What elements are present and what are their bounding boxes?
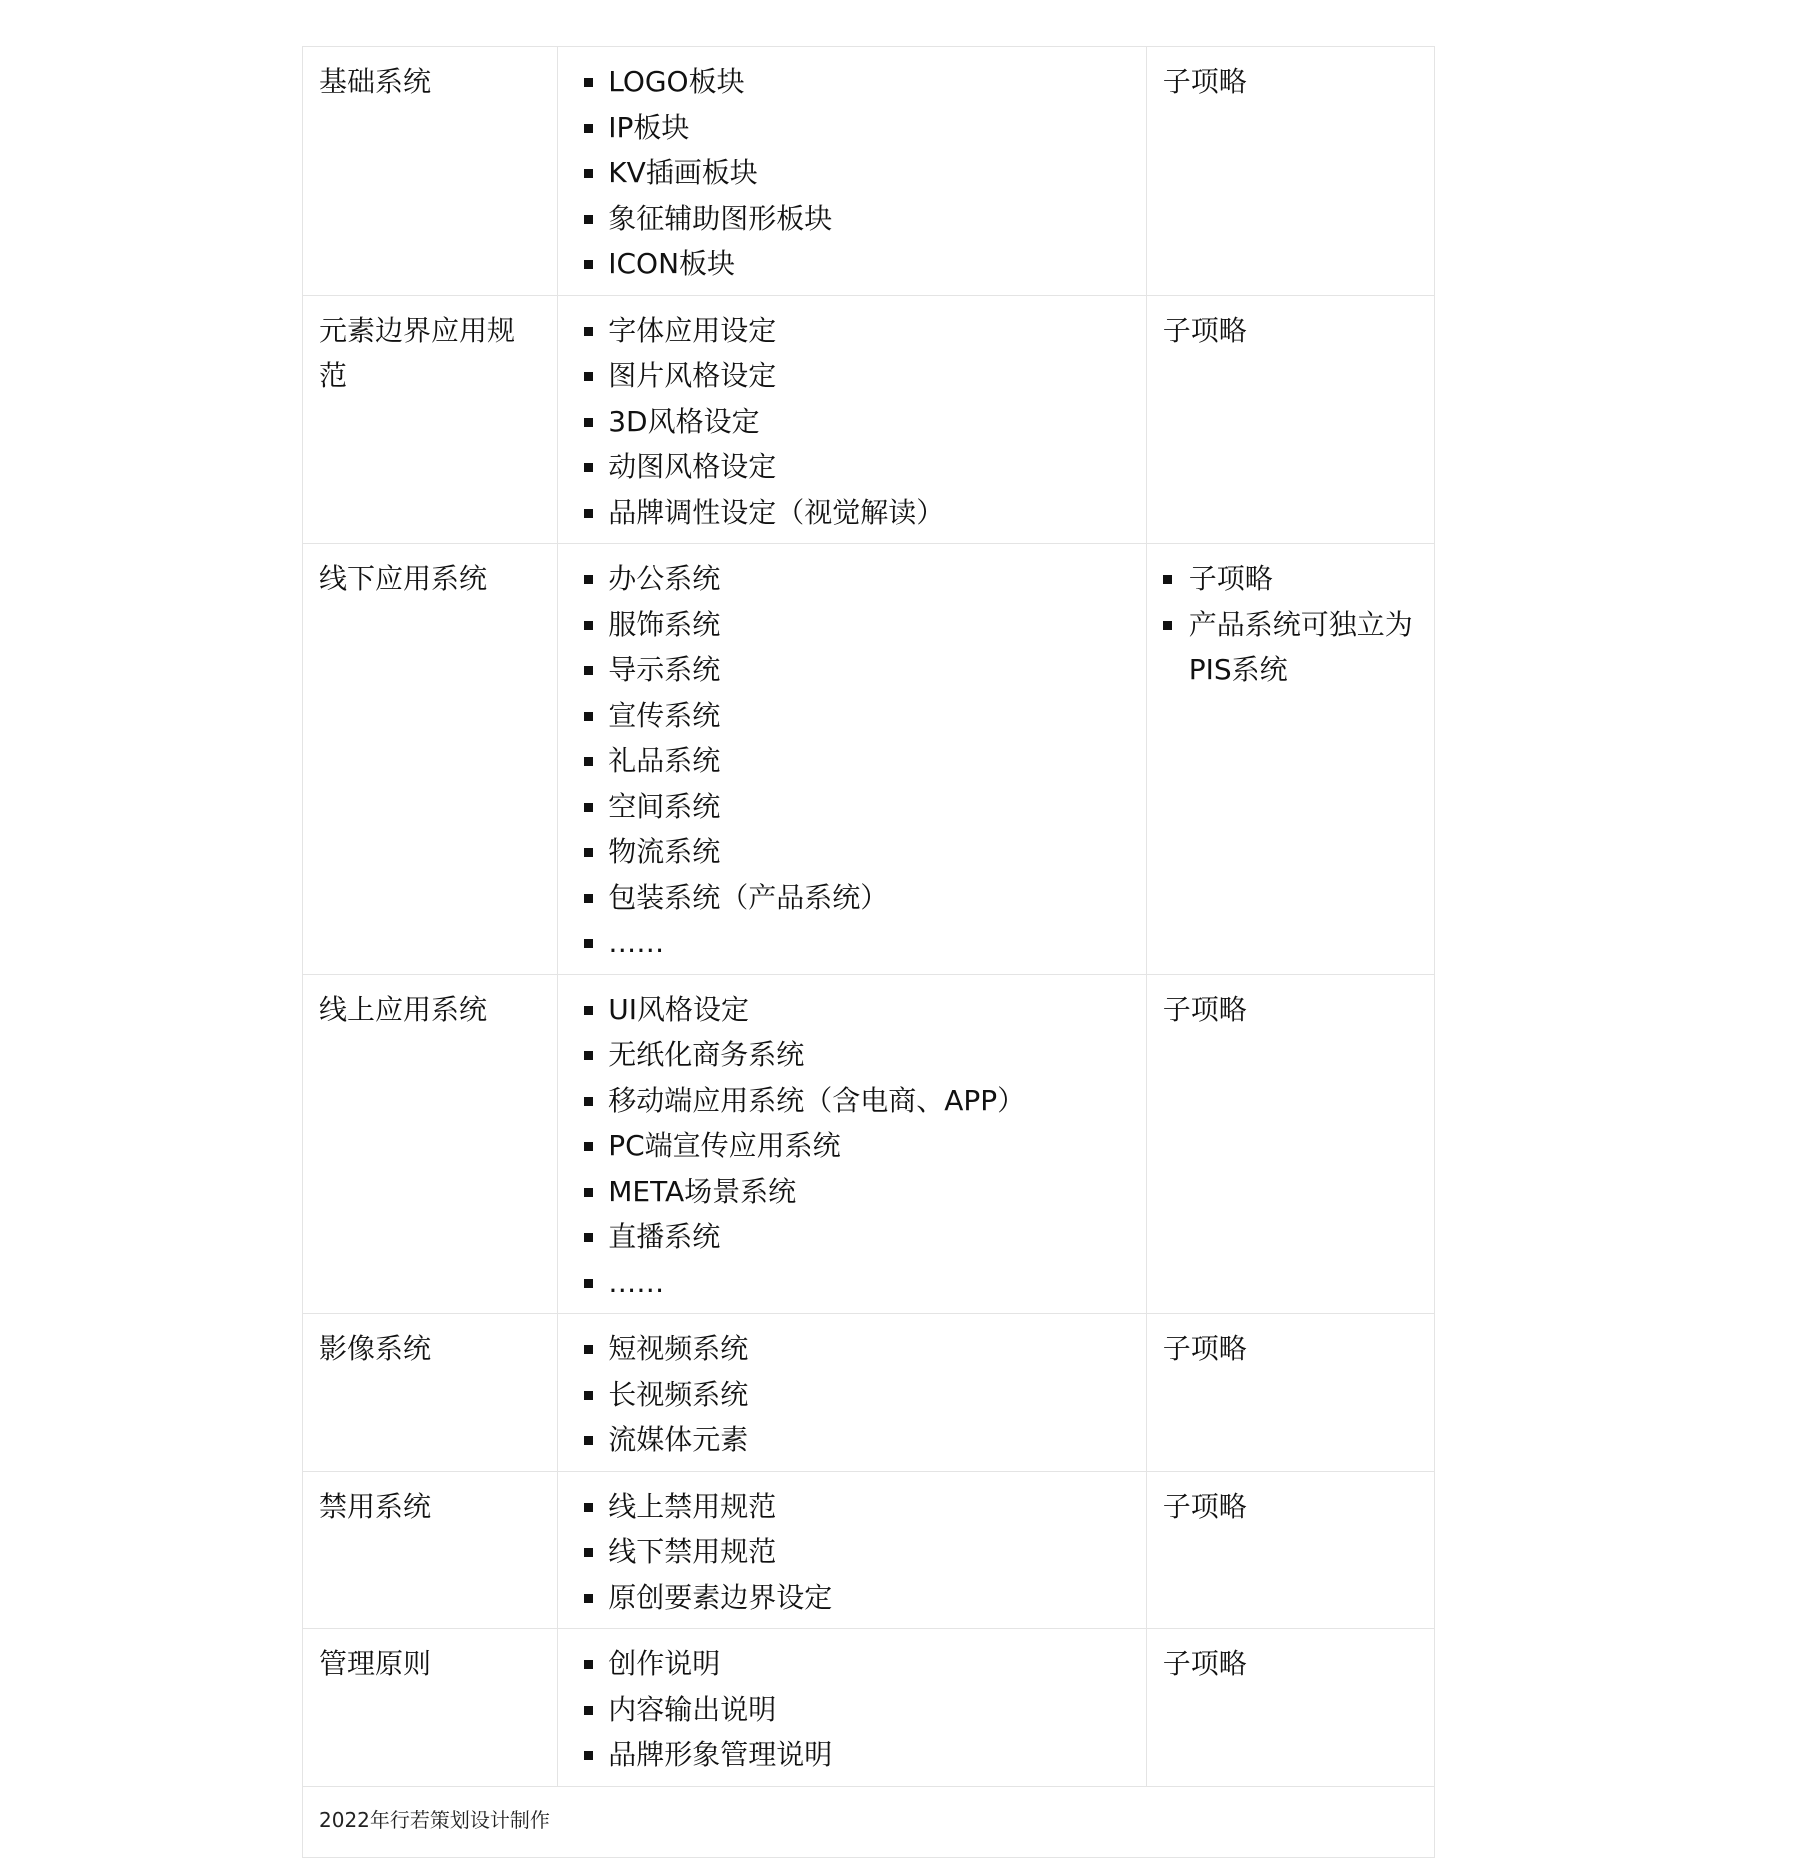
list-item: ICON板块 xyxy=(584,241,1130,287)
square-bullet-icon xyxy=(584,124,593,133)
list-item: 移动端应用系统（含电商、APP） xyxy=(584,1078,1130,1124)
square-bullet-icon xyxy=(584,509,593,518)
note-cell: 子项略 xyxy=(1146,1471,1434,1629)
note-cell: 子项略 xyxy=(1146,1314,1434,1472)
table-row xyxy=(303,544,1435,975)
list-item: 产品系统可独立为PIS系统 xyxy=(1163,602,1418,693)
category-cell: 线上应用系统 xyxy=(303,974,558,1314)
list-item: 线下禁用规范 xyxy=(584,1529,1130,1575)
square-bullet-icon xyxy=(584,1233,593,1242)
list-item: …… xyxy=(584,1260,1130,1306)
list-item: 原创要素边界设定 xyxy=(584,1575,1130,1621)
list-item: 短视频系统 xyxy=(584,1326,1130,1372)
list-item: 服饰系统 xyxy=(584,602,1130,648)
square-bullet-icon xyxy=(584,1548,593,1557)
category-cell: 元素边界应用规范 xyxy=(303,295,558,544)
square-bullet-icon xyxy=(584,848,593,857)
list-item: 象征辅助图形板块 xyxy=(584,196,1130,242)
list-item: 品牌调性设定（视觉解读） xyxy=(584,490,1130,536)
note-cell xyxy=(1146,544,1434,975)
category-cell: 影像系统 xyxy=(303,1314,558,1472)
square-bullet-icon xyxy=(584,1391,593,1400)
table-row xyxy=(303,1471,1435,1629)
list-item: 内容输出说明 xyxy=(584,1687,1130,1733)
table-row xyxy=(303,974,1435,1314)
list-item: 直播系统 xyxy=(584,1214,1130,1260)
list-item: 品牌形象管理说明 xyxy=(584,1732,1130,1778)
list-item: 子项略 xyxy=(1163,556,1418,602)
square-bullet-icon xyxy=(584,260,593,269)
square-bullet-icon xyxy=(1163,621,1172,630)
table-row xyxy=(303,295,1435,544)
list-item: 创作说明 xyxy=(584,1641,1130,1687)
square-bullet-icon xyxy=(584,1345,593,1354)
square-bullet-icon xyxy=(584,1751,593,1760)
list-item: 宣传系统 xyxy=(584,693,1130,739)
list-item: 3D风格设定 xyxy=(584,399,1130,445)
list-item: KV插画板块 xyxy=(584,150,1130,196)
square-bullet-icon xyxy=(584,78,593,87)
list-item: 流媒体元素 xyxy=(584,1417,1130,1463)
table-row xyxy=(303,47,1435,296)
note-cell: 子项略 xyxy=(1146,1629,1434,1787)
square-bullet-icon xyxy=(584,169,593,178)
items-cell xyxy=(558,974,1147,1314)
list-item: 导示系统 xyxy=(584,647,1130,693)
items-cell xyxy=(558,1314,1147,1472)
square-bullet-icon xyxy=(584,215,593,224)
square-bullet-icon xyxy=(584,1660,593,1669)
list-item: 办公系统 xyxy=(584,556,1130,602)
list-item: 包装系统（产品系统） xyxy=(584,875,1130,921)
list-item: UI风格设定 xyxy=(584,987,1130,1033)
list-item: 礼品系统 xyxy=(584,738,1130,784)
item-list xyxy=(584,1326,1130,1463)
square-bullet-icon xyxy=(584,757,593,766)
note-cell: 子项略 xyxy=(1146,47,1434,296)
square-bullet-icon xyxy=(584,712,593,721)
item-list xyxy=(584,556,1130,966)
item-list xyxy=(584,1484,1130,1621)
square-bullet-icon xyxy=(584,1594,593,1603)
list-item: LOGO板块 xyxy=(584,59,1130,105)
square-bullet-icon xyxy=(584,1706,593,1715)
item-list xyxy=(584,59,1130,287)
note-list xyxy=(1163,556,1418,693)
list-item: PC端宣传应用系统 xyxy=(584,1123,1130,1169)
list-item: 图片风格设定 xyxy=(584,353,1130,399)
square-bullet-icon xyxy=(584,372,593,381)
square-bullet-icon xyxy=(584,327,593,336)
table-row xyxy=(303,1314,1435,1472)
square-bullet-icon xyxy=(584,1279,593,1288)
items-cell xyxy=(558,47,1147,296)
list-item: 线上禁用规范 xyxy=(584,1484,1130,1530)
list-item: 动图风格设定 xyxy=(584,444,1130,490)
content-table xyxy=(302,46,1435,1858)
items-cell xyxy=(558,544,1147,975)
square-bullet-icon xyxy=(584,1503,593,1512)
footer-row xyxy=(303,1786,1435,1857)
square-bullet-icon xyxy=(584,1051,593,1060)
square-bullet-icon xyxy=(1163,575,1172,584)
list-item: IP板块 xyxy=(584,105,1130,151)
items-cell xyxy=(558,1629,1147,1787)
square-bullet-icon xyxy=(584,1188,593,1197)
square-bullet-icon xyxy=(584,575,593,584)
items-cell xyxy=(558,295,1147,544)
category-cell: 基础系统 xyxy=(303,47,558,296)
category-cell: 禁用系统 xyxy=(303,1471,558,1629)
square-bullet-icon xyxy=(584,666,593,675)
square-bullet-icon xyxy=(584,1142,593,1151)
table-row xyxy=(303,1629,1435,1787)
footer-credit: 2022年行若策划设计制作 xyxy=(303,1786,1435,1857)
items-cell xyxy=(558,1471,1147,1629)
list-item: 字体应用设定 xyxy=(584,308,1130,354)
list-item: META场景系统 xyxy=(584,1169,1130,1215)
category-cell: 线下应用系统 xyxy=(303,544,558,975)
square-bullet-icon xyxy=(584,1006,593,1015)
item-list xyxy=(584,1641,1130,1778)
square-bullet-icon xyxy=(584,621,593,630)
square-bullet-icon xyxy=(584,463,593,472)
item-list xyxy=(584,308,1130,536)
square-bullet-icon xyxy=(584,418,593,427)
item-list xyxy=(584,987,1130,1306)
list-item: …… xyxy=(584,920,1130,966)
list-item: 物流系统 xyxy=(584,829,1130,875)
square-bullet-icon xyxy=(584,1436,593,1445)
square-bullet-icon xyxy=(584,1097,593,1106)
square-bullet-icon xyxy=(584,894,593,903)
square-bullet-icon xyxy=(584,939,593,948)
list-item: 无纸化商务系统 xyxy=(584,1032,1130,1078)
list-item: 长视频系统 xyxy=(584,1372,1130,1418)
note-cell: 子项略 xyxy=(1146,974,1434,1314)
square-bullet-icon xyxy=(584,803,593,812)
category-cell: 管理原则 xyxy=(303,1629,558,1787)
list-item: 空间系统 xyxy=(584,784,1130,830)
note-cell: 子项略 xyxy=(1146,295,1434,544)
